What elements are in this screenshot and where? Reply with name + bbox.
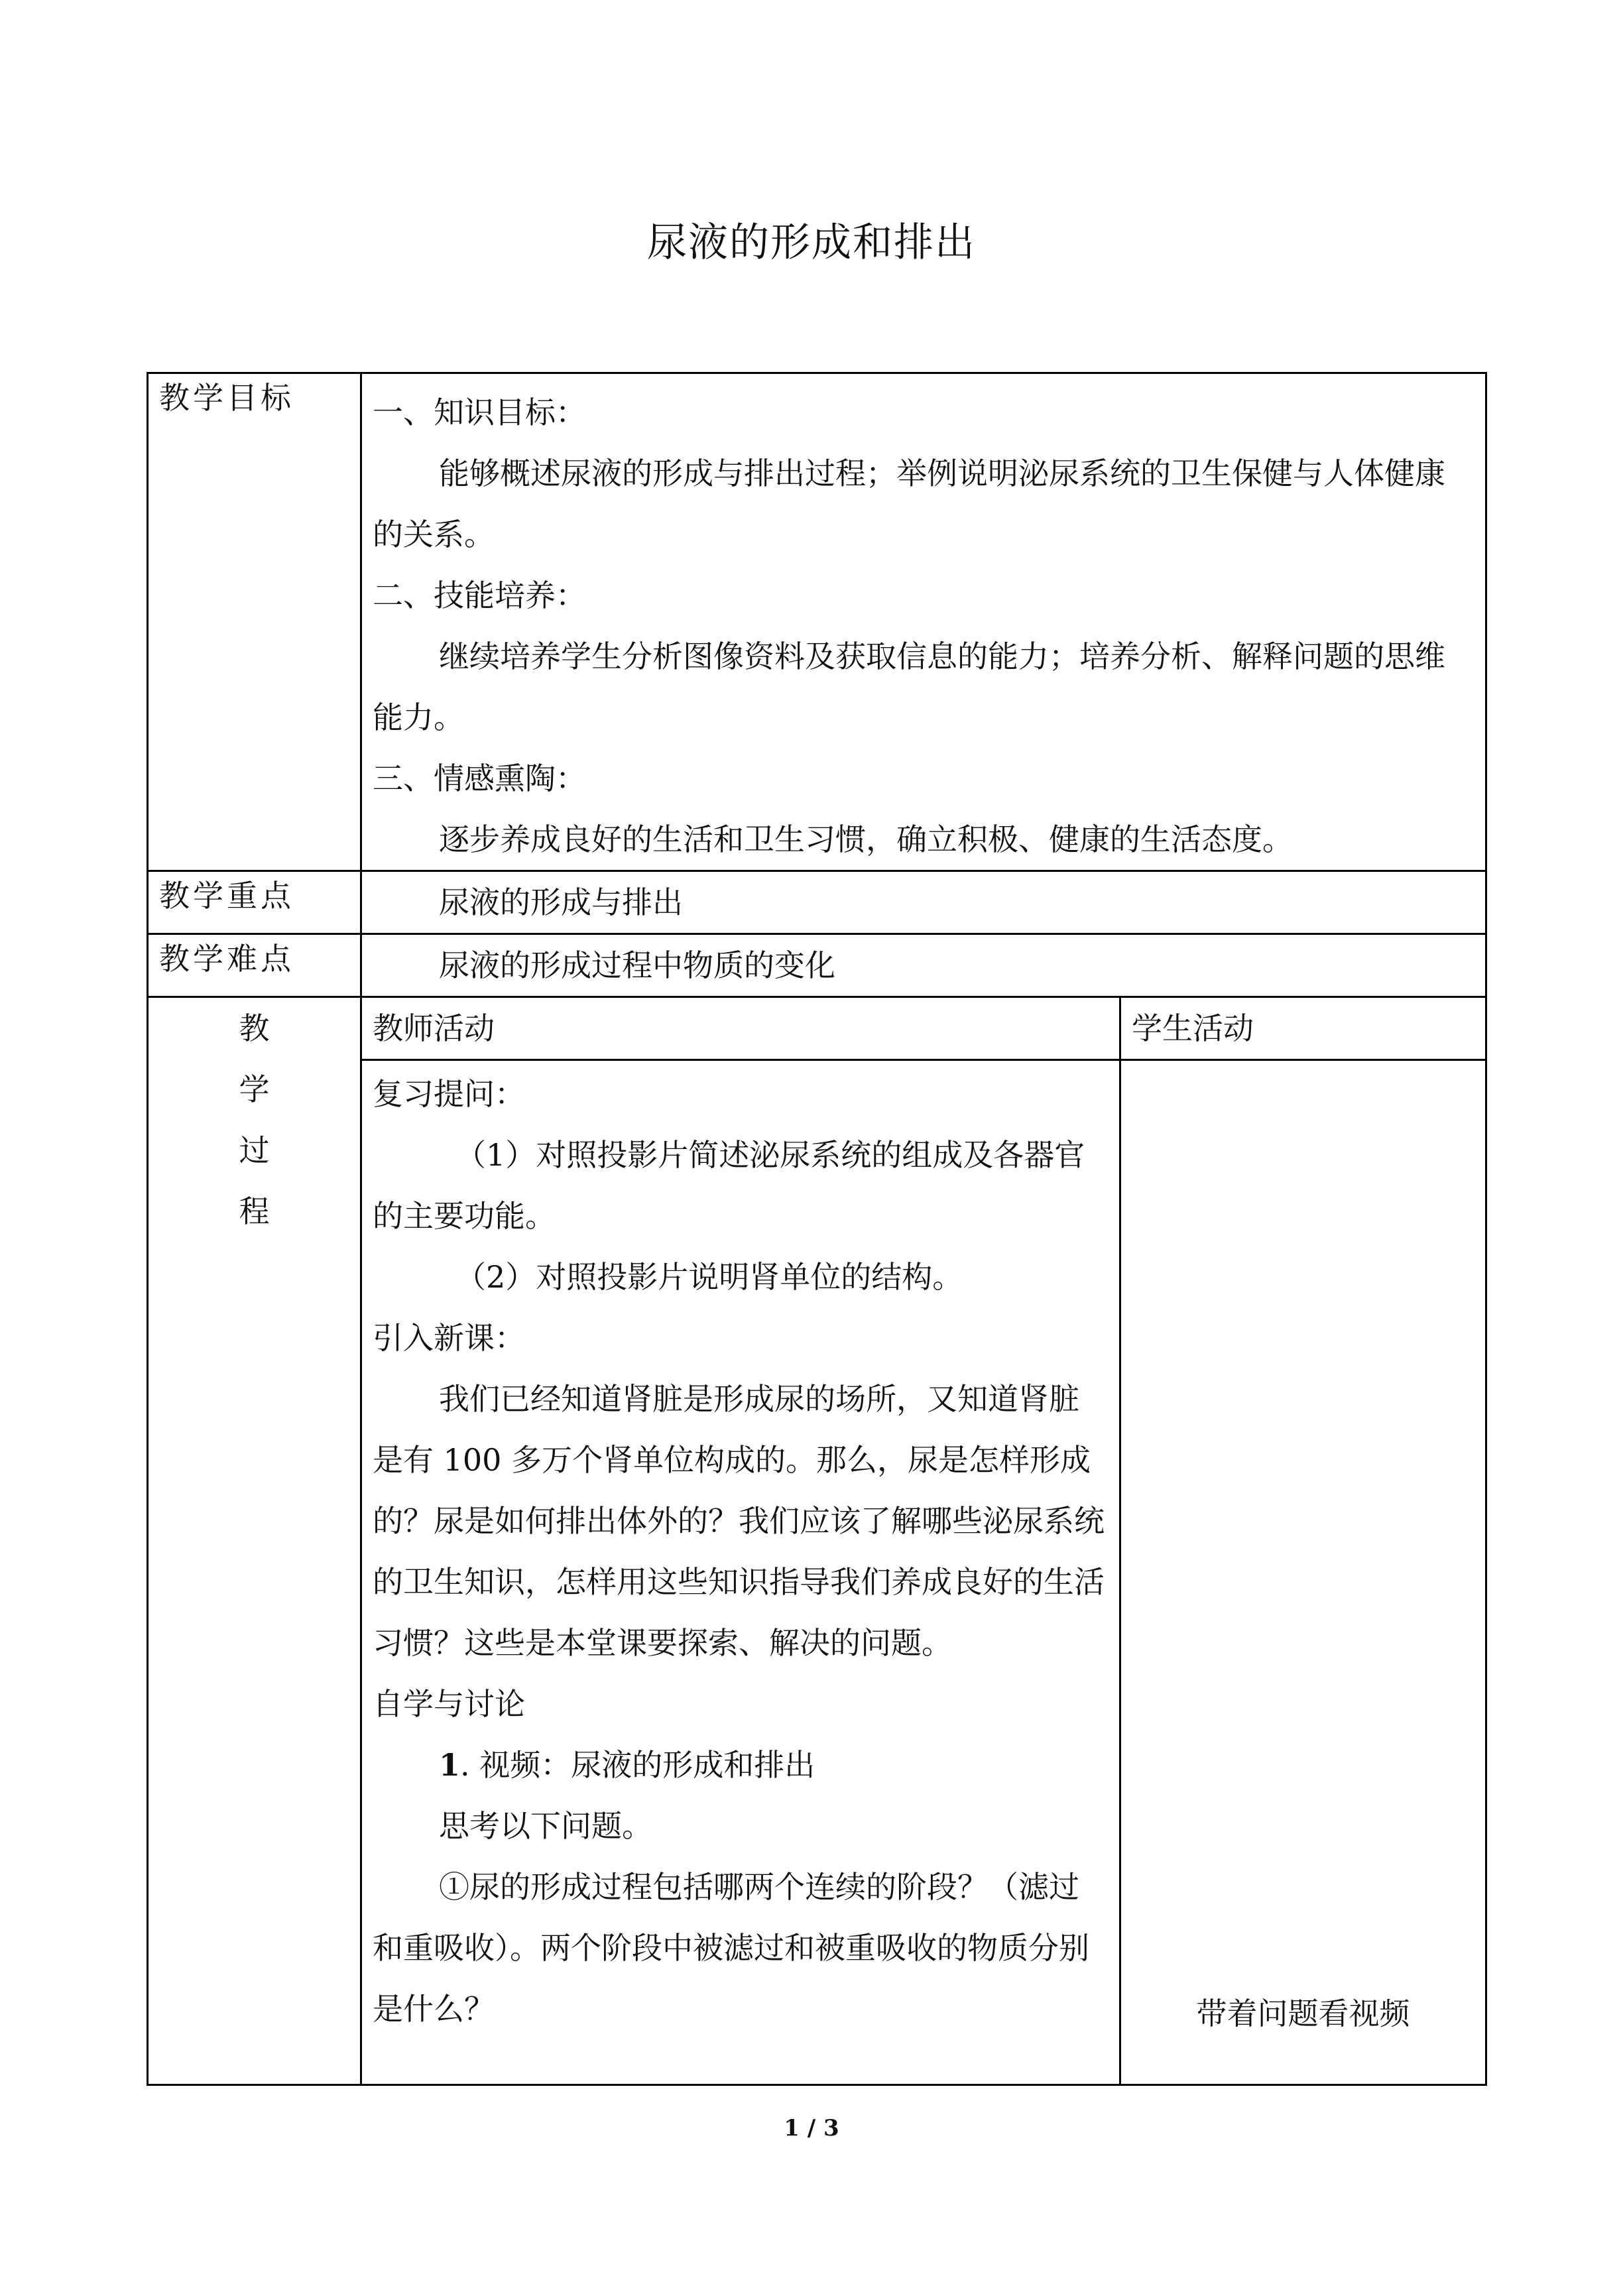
skills-heading: 二、技能培养：	[373, 577, 586, 613]
process-label-char: 教	[239, 1010, 270, 1046]
process-label	[148, 997, 361, 2085]
video-item-text: . 视频：尿液的形成和排出	[460, 1747, 815, 1783]
review-heading: 复习提问：	[373, 1076, 525, 1112]
emotion-heading: 三、情感熏陶：	[373, 760, 586, 796]
teacher-activity-content	[361, 1060, 1120, 2085]
think-text: 思考以下问题。	[439, 1808, 652, 1844]
objectives-label: 教学目标	[148, 373, 361, 871]
teacher-activity-header	[361, 997, 1120, 1060]
review-question-1: （1）对照投影片简述泌尿系统的组成及各器官的主要功能。	[373, 1137, 1085, 1234]
objectives-row	[148, 373, 1486, 871]
difficulty-row	[148, 934, 1486, 997]
page-title: 尿液的形成和排出	[647, 219, 976, 266]
process-label-char: 过	[239, 1132, 270, 1168]
process-header-row	[148, 997, 1486, 1060]
key-point-value: 尿液的形成与排出	[439, 884, 683, 920]
student-header-text: 学生活动	[1132, 1010, 1254, 1046]
skills-text: 继续培养学生分析图像资料及获取信息的能力；培养分析、解释问题的思维能力。	[373, 638, 1445, 735]
question-1: ①尿的形成过程包括哪两个连续的阶段？（滤过和重吸收）。两个阶段中被滤过和被重吸收的物质分别是什么？	[373, 1869, 1089, 2027]
page-number: 1 / 3	[784, 2115, 839, 2142]
review-question-2: （2）对照投影片说明肾单位的结构。	[455, 1259, 963, 1295]
lesson-plan-table	[147, 372, 1487, 2086]
emotion-text: 逐步养成良好的生活和卫生习惯，确立积极、健康的生活态度。	[439, 821, 1293, 857]
student-activity-content	[1120, 1060, 1486, 2085]
process-label-char: 学	[239, 1071, 270, 1107]
self-study-heading: 自学与讨论	[373, 1686, 525, 1722]
student-activity-text: 带着问题看视频	[1196, 1996, 1410, 2031]
key-point-text	[361, 871, 1486, 934]
key-point-label: 教学重点	[148, 871, 361, 934]
objectives-content	[361, 373, 1486, 871]
difficulty-text	[361, 934, 1486, 997]
video-item	[373, 1734, 1109, 1795]
knowledge-heading: 一、知识目标：	[373, 394, 586, 430]
difficulty-label: 教学难点	[148, 934, 361, 997]
video-item-number: 1	[439, 1747, 461, 1783]
difficulty-value: 尿液的形成过程中物质的变化	[439, 947, 835, 983]
student-activity-header	[1120, 997, 1486, 1060]
intro-heading: 引入新课：	[373, 1320, 525, 1356]
teacher-header-text: 教师活动	[373, 1010, 495, 1046]
intro-text: 我们已经知道肾脏是形成尿的场所，又知道肾脏是有 100 多万个肾单位构成的。那么，尿是怎样形成的？尿是如何排出体外的？我们应该了解哪些泌尿系统的卫生知识，怎样用这些知识指导我们养成良好的生活习惯？这些是本堂课要探索、解决的问题。	[373, 1381, 1105, 1661]
knowledge-text: 能够概述尿液的形成与排出过程；举例说明泌尿系统的卫生保健与人体健康的关系。	[373, 455, 1445, 552]
process-label-char: 程	[239, 1193, 270, 1229]
key-point-row	[148, 871, 1486, 934]
